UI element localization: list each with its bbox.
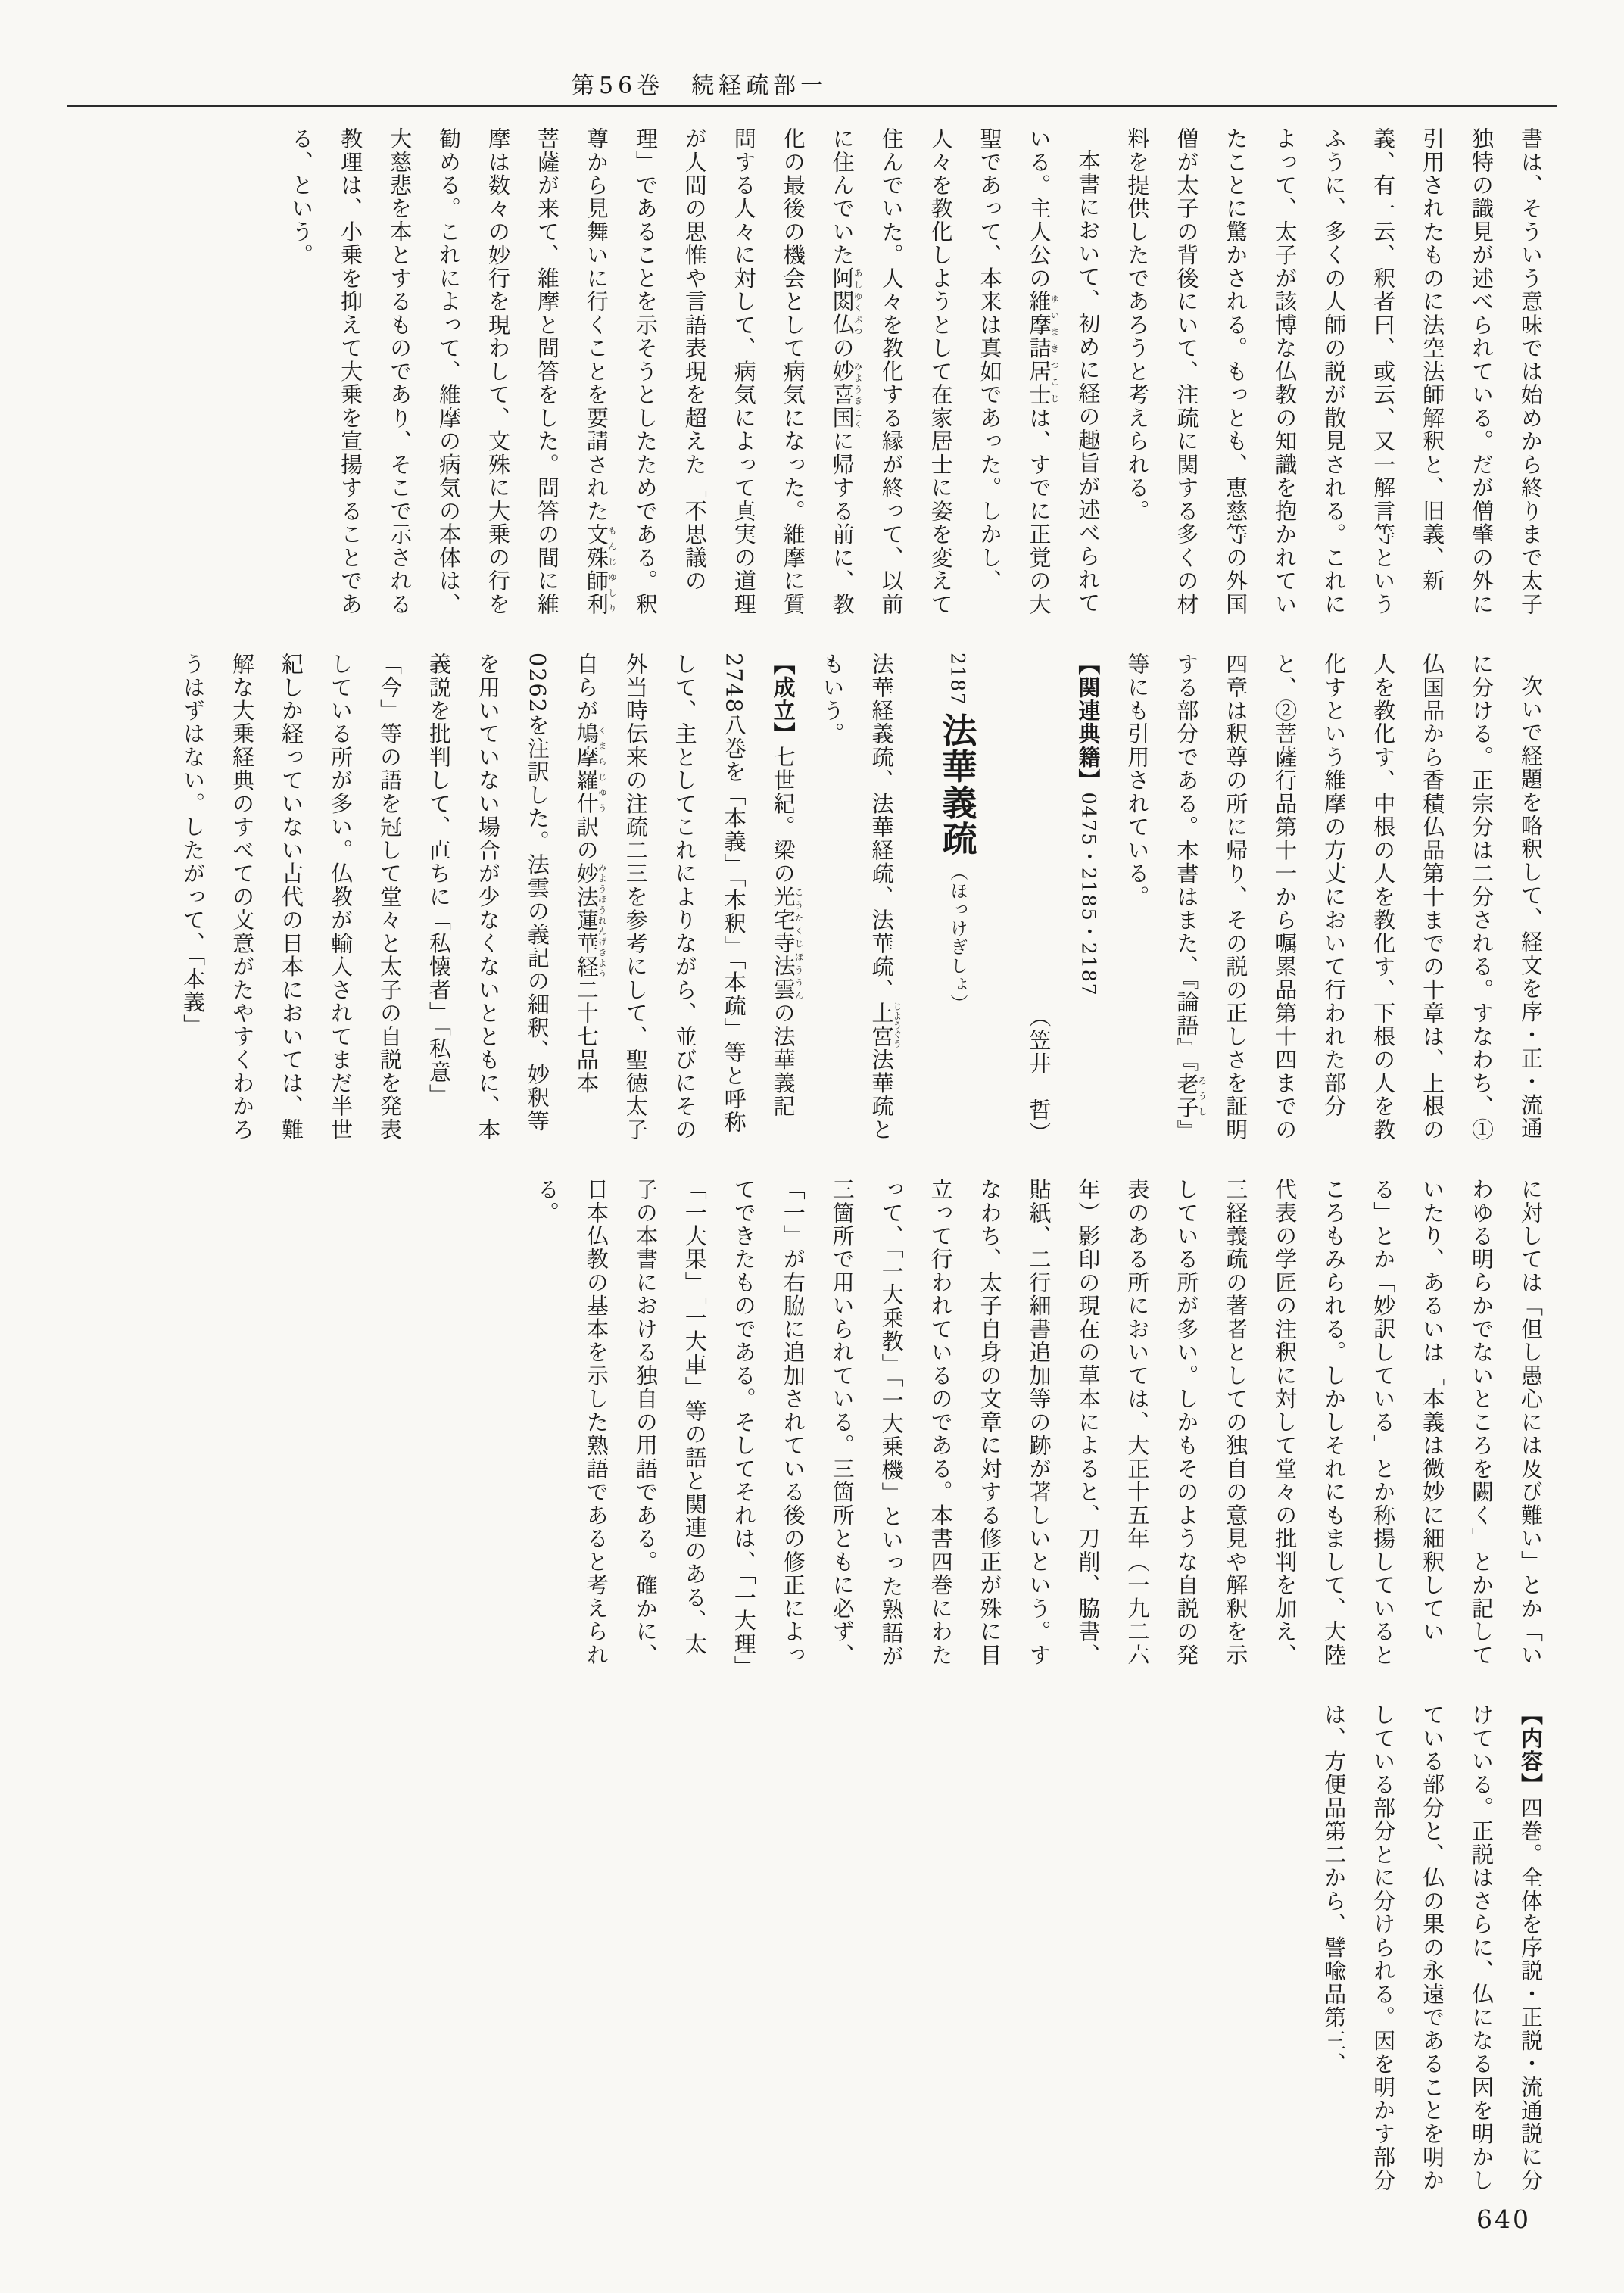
paragraph: 本書において、初めに経の趣旨が述べられている。主人公の維摩詰居士ゆいまきつこじは、すでに正覚の大聖であって、本来は真如であった。しかし、人々を教化しようとして在家居士に姿を変えて住んでいた。人々を教化する縁が終って、以前に住んでいた阿閦仏あしゆくぶつの妙喜国みようきこくに帰する前に、教化の最後の機会として病気になった。維摩に質問する人々に対して、病気によって真実の道理が人間の思惟や言語表現を超えた「不思議の理」であることを示そうとしたためである。釈尊から見舞いに行くことを要請された文殊師利もんじゆしり菩薩が来て、維摩と問答をした。問答の間に維摩は数々の妙行を現わして、文殊に大乗の行を勧める。これによって、維摩の病気の本体は、大慈悲を本とするものであり、そこで示される教理は、小乗を抑えて大乗を宣揚することである、という。	[288, 127, 1102, 616]
header-rule	[67, 105, 1557, 107]
text-band-4	[70, 1703, 1555, 2195]
paragraph-text: 七世紀。梁の光宅寺法雲こうたくじほううんの法華義記2748八巻を「本義」「本釈」「本疏」等と呼称して、主としてこれによりながら、並びにその外当時伝来の注疏二三を参考にして、聖徳太子自らが鳩摩羅什くまらじゆう訳の妙法蓮華経みようほうれんげきよう二十七品本0262を注訳した。法雲の義記の細釈、妙釈等を用いていない場合が少なくないとともに、本義説を批判して、直ちに「私懐者」「私意」「今」等の語を冠して堂々と太子の自説を発表している所が多い。仏教が輸入されてまだ半世紀しか経っていない古代の日本においては、難解な大乗経典のすべての文意がたやすくわかろうはずはない。したがって、「本義」	[180, 653, 805, 1142]
text-band-3	[70, 1178, 1555, 1670]
entry-title: 法華義疏	[937, 712, 978, 857]
paragraph	[1309, 1703, 1555, 2195]
entry-reading: （ほっけぎしょ）	[947, 862, 968, 1013]
text-band-2	[70, 653, 1555, 1145]
paragraph	[168, 653, 807, 1145]
text-band-1	[70, 127, 1555, 619]
paragraph: 次いで経題を略釈して、経文を序・正・流通に分ける。正宗分は二分される。すなわち、①仏国品から香積仏品第十までの十章は、上根の人を教化す、中根の人を教化す、下根の人を教化すという維摩の方丈において行われた部分と、②菩薩行品第十一から嘱累品第十四までの四章は釈尊の所に帰り、その説の正しさを証明する部分である。本書はまた、『論語』『老子ろうし』等にも引用されている。	[1124, 653, 1544, 1143]
section-label-seiritsu: 【成立】	[770, 653, 796, 746]
running-header: 第56巻 続経疏部一	[572, 73, 828, 99]
paragraph: 書は、そういう意味では始めから終りまで太子独特の識見が述べられている。だが僧肇の外に引用されたものに法空法師解釈と、旧義、新義、有一云、釈者曰、或云、又一解言等というふうに、多くの人師の説が散見される。これによって、太子が該博な仏教の知識を抱かれていたことに驚かされる。もっとも、恵慈等の外国僧が太子の背後にいて、注疏に関する多くの材料を提供したであろうと考えられる。	[1124, 127, 1544, 616]
related-works-line	[1063, 653, 1112, 1145]
entry-number: 2187	[946, 653, 969, 706]
section-label-naiyo: 【内容】	[1518, 1703, 1544, 1796]
related-entry-numbers: 0475・2185・2187	[1077, 792, 1100, 997]
entry-heading	[918, 653, 996, 1145]
paragraph-text: 四巻。全体を序説・正説・流通説に分けている。正説はさらに、仏になる因を明かしている部分と、仏の果の永遠であることを明かしている部分とに分けられる。因を明かす部分は、方便品第二から、譬喩品第三、	[1321, 1703, 1544, 2192]
paragraph: 法華経義疏、法華経疏、法華疏、上宮じようぐう法華疏ともいう。	[819, 653, 903, 1142]
page-number: 640	[1476, 2204, 1531, 2234]
section-label-related: 【関連典籍】	[1075, 653, 1102, 793]
paragraph: に対しては「但し愚心には及び難い」とか「いわゆる明らかでないところを闕く」とか記していたり、あるいは「本義は微妙に細釈している」とか「妙訳している」とか称揚しているところもみられる。しかしそれにもまして、大陸代表の学匠の注釈に対して堂々の批判を加え、三経義疏の著者としての独自の意見や解釈を示している所が多い。しかもそのような自説の発表のある所においては、大正十五年（一九二六年）影印の現在の草本によると、刀削、脇書、貼紙、二行細書追加等の跡が著しいという。すなわち、太子自身の文章に対する修正が殊に目立って行われているのである。本書四巻にわたって、「一大乗教」「一大乗機」といった熟語が三箇所で用いられている。三箇所ともに必ず、「一」が右脇に追加されている後の修正によってできたものである。そしてそれは、「一大理」「一大果」「一大車」等の語と関連のある、太子の本書における独自の用語である。確かに、日本仏教の基本を示した熟語であると考えられる。	[534, 1178, 1544, 1668]
author-attribution: （笠井 哲）	[1026, 1005, 1052, 1145]
